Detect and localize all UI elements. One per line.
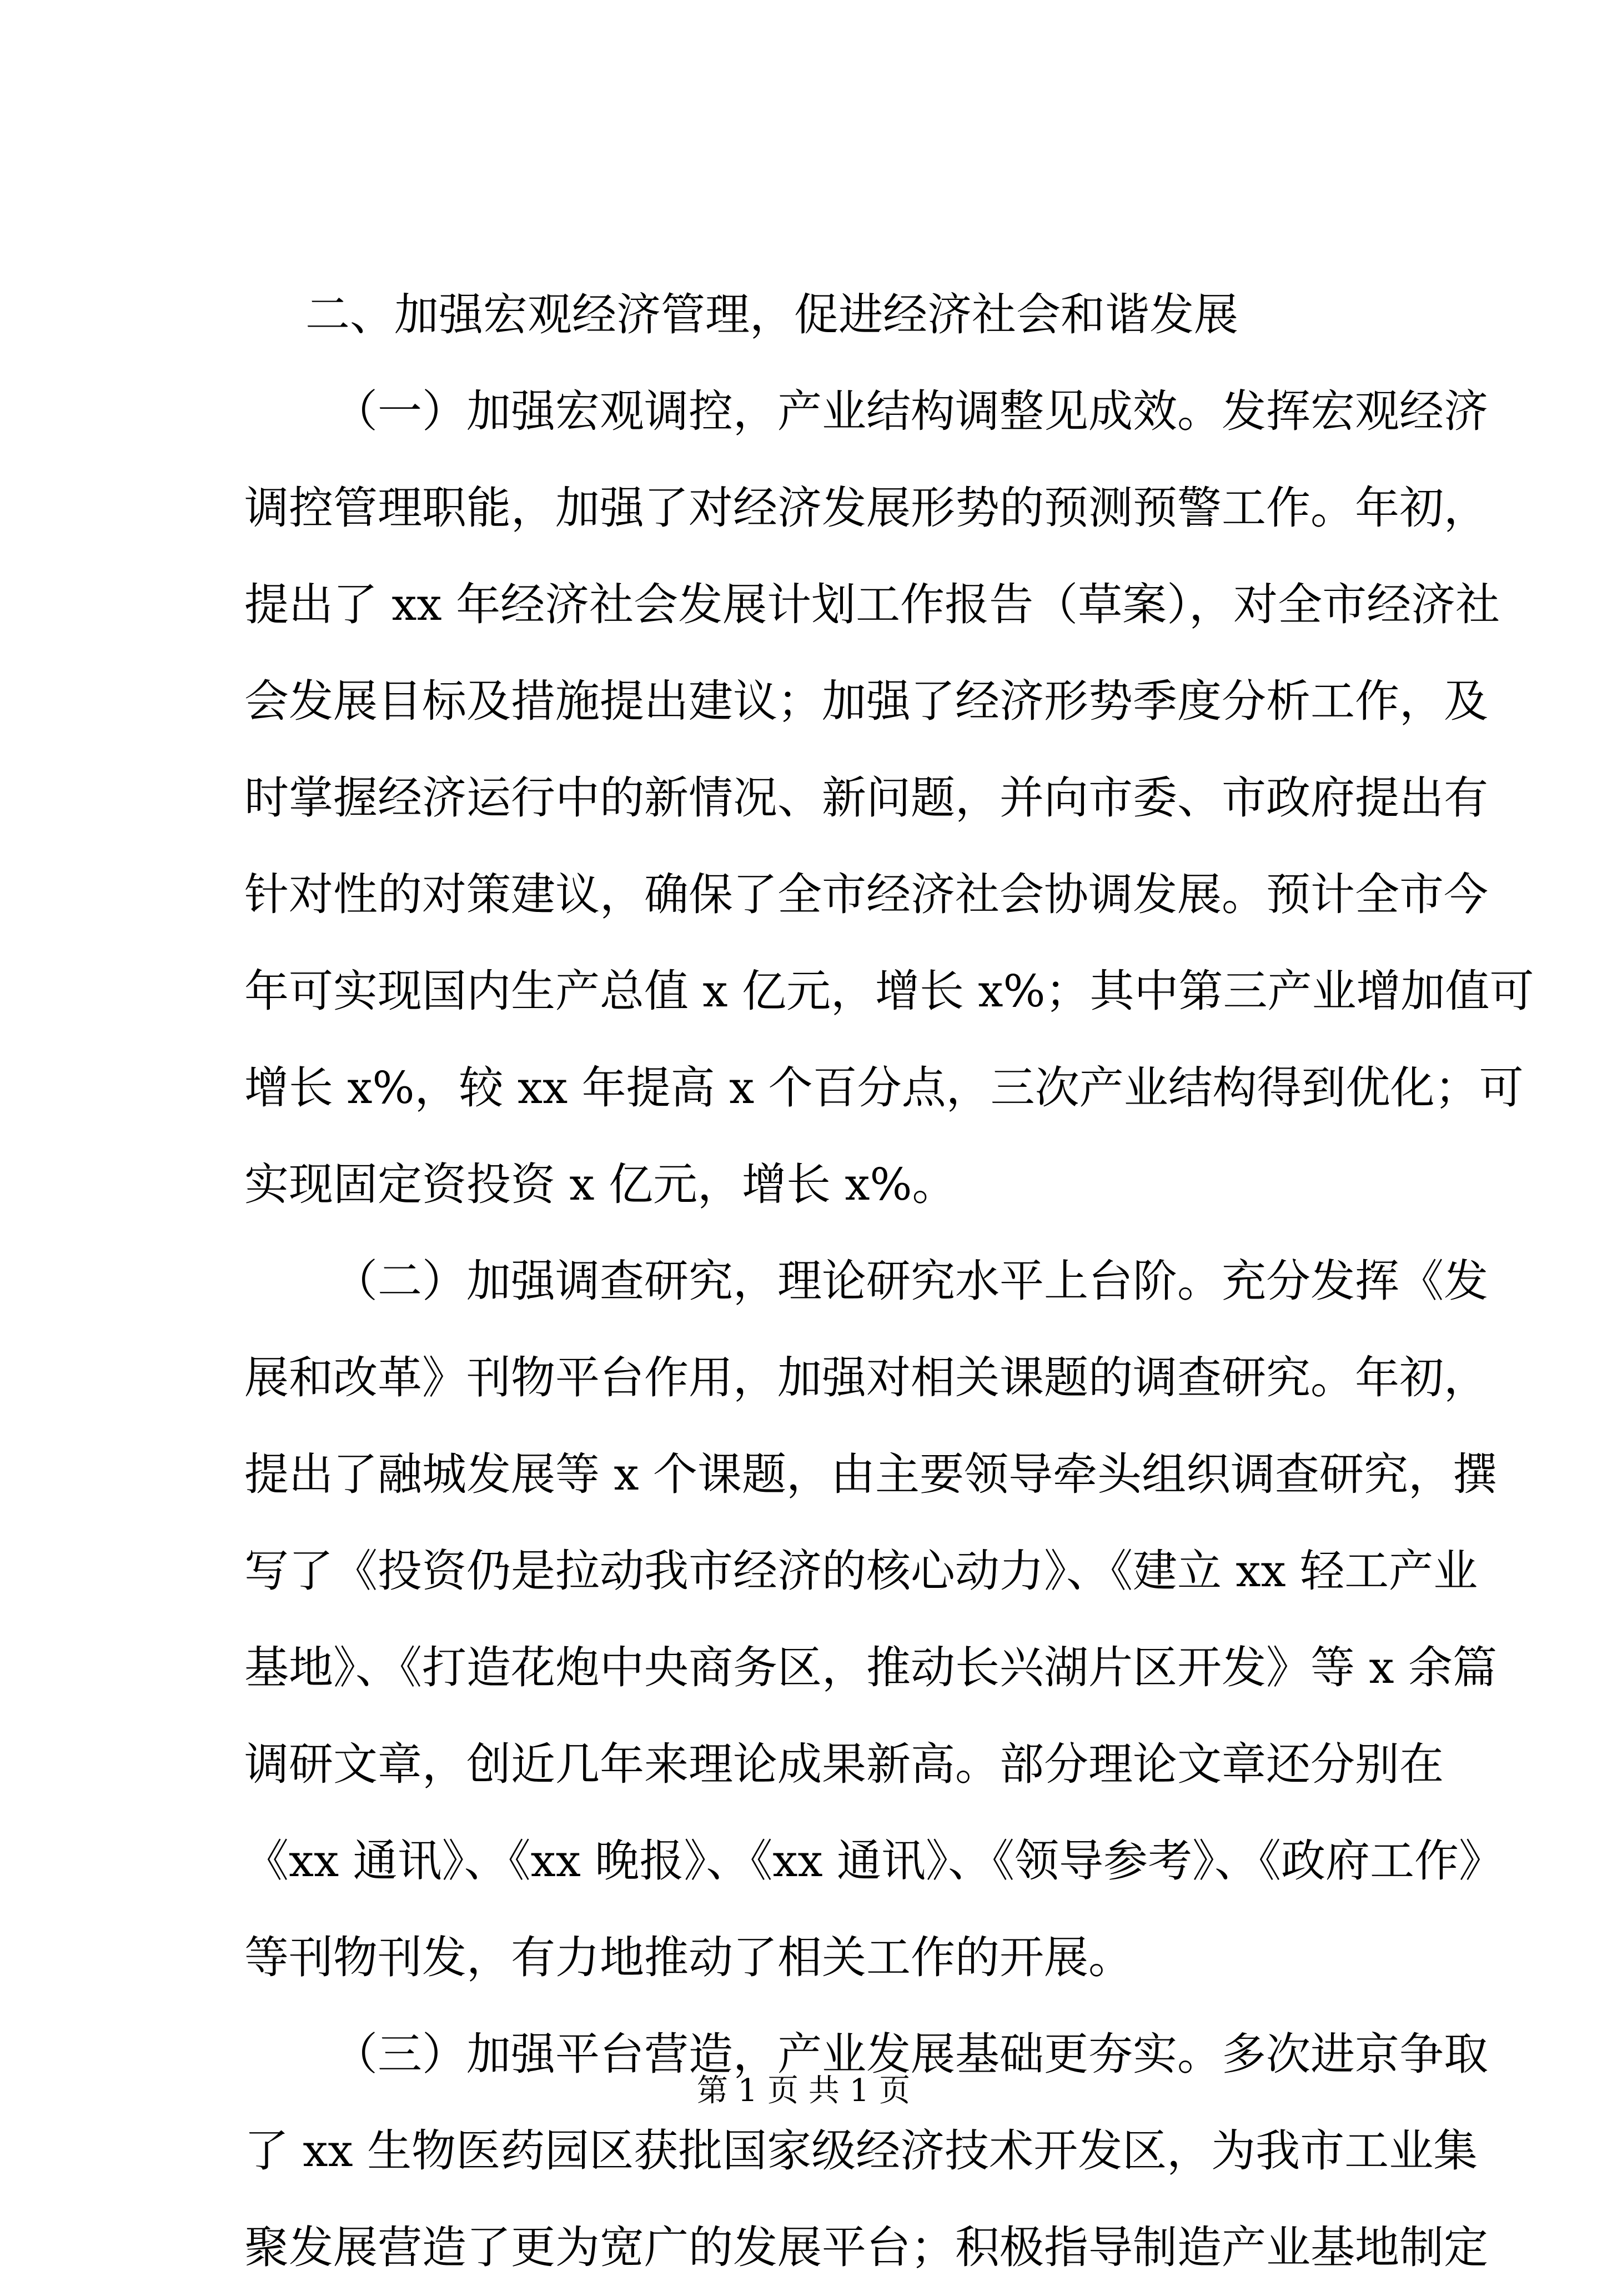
paragraph-line: 时掌握经济运行中的新情况、新问题，并向市委、市政府提出有	[244, 772, 1488, 824]
paragraph-line: 基地》、《打造花炮中央商务区，推动长兴湖片区开发》等 x 余篇	[244, 1642, 1497, 1693]
paragraph-line: 调控管理职能，加强了对经济发展形势的预测预警工作。年初，	[244, 482, 1488, 534]
paragraph-3	[244, 2006, 1488, 2296]
paragraph-line: 会发展目标及措施提出建议；加强了经济形势季度分析工作，及	[244, 675, 1488, 727]
paragraph-line: 调研文章，创近几年来理论成果新高。部分理论文章还分别在	[244, 1738, 1444, 1790]
document-body	[244, 267, 1534, 2296]
paragraph-line: 展和改革》刊物平台作用，加强对相关课题的调查研究。年初，	[244, 1352, 1488, 1403]
paragraph-line: 等刊物刊发，有力地推动了相关工作的开展。	[244, 1932, 1133, 1983]
paragraph-line: 写了《投资仍是拉动我市经济的核心动力》、《建立 xx 轻工产业	[244, 1545, 1478, 1597]
paragraph-line: 年可实现国内生产总值 x 亿元，增长 x%；其中第三产业增加值可	[244, 965, 1534, 1017]
paragraph-line: 《xx 通讯》、《xx 晚报》、《xx 通讯》、《领导参考》、《政府工作》	[244, 1835, 1503, 1887]
paragraph-line: 增长 x%，较 xx 年提高 x 个百分点，三次产业结构得到优化；可	[244, 1062, 1524, 1114]
paragraph-line: 了 xx 生物医药园区获批国家级经济技术开发区，为我市工业集	[244, 2125, 1478, 2177]
paragraph-line: 提出了 xx 年经济社会发展计划工作报告（草案），对全市经济社	[244, 579, 1500, 630]
paragraph-line: （一）加强宏观调控，产业结构调整见成效。发挥宏观经济	[333, 385, 1488, 437]
paragraph-line: （二）加强调查研究，理论研究水平上台阶。充分发挥《发	[333, 1255, 1488, 1307]
paragraph-1	[244, 363, 1534, 1233]
section-heading: 二、加强宏观经济管理，促进经济社会和谐发展	[305, 289, 1238, 340]
paragraph-line: （三）加强平台营造，产业发展基础更夯实。多次进京争取	[333, 2028, 1488, 2080]
paragraph-2	[244, 1233, 1503, 2006]
paragraph-line: 实现固定资投资 x 亿元，增长 x%。	[244, 1159, 957, 1210]
paragraph-line: 提出了融城发展等 x 个课题，由主要领导牵头组织调查研究，撰	[244, 1448, 1497, 1500]
paragraph-line: 聚发展营造了更为宽广的发展平台；积极指导制造产业基地制定	[244, 2222, 1488, 2273]
page-footer: 第 1 页 共 1 页	[696, 2073, 911, 2109]
paragraph-line: 针对性的对策建议，确保了全市经济社会协调发展。预计全市今	[244, 869, 1488, 920]
